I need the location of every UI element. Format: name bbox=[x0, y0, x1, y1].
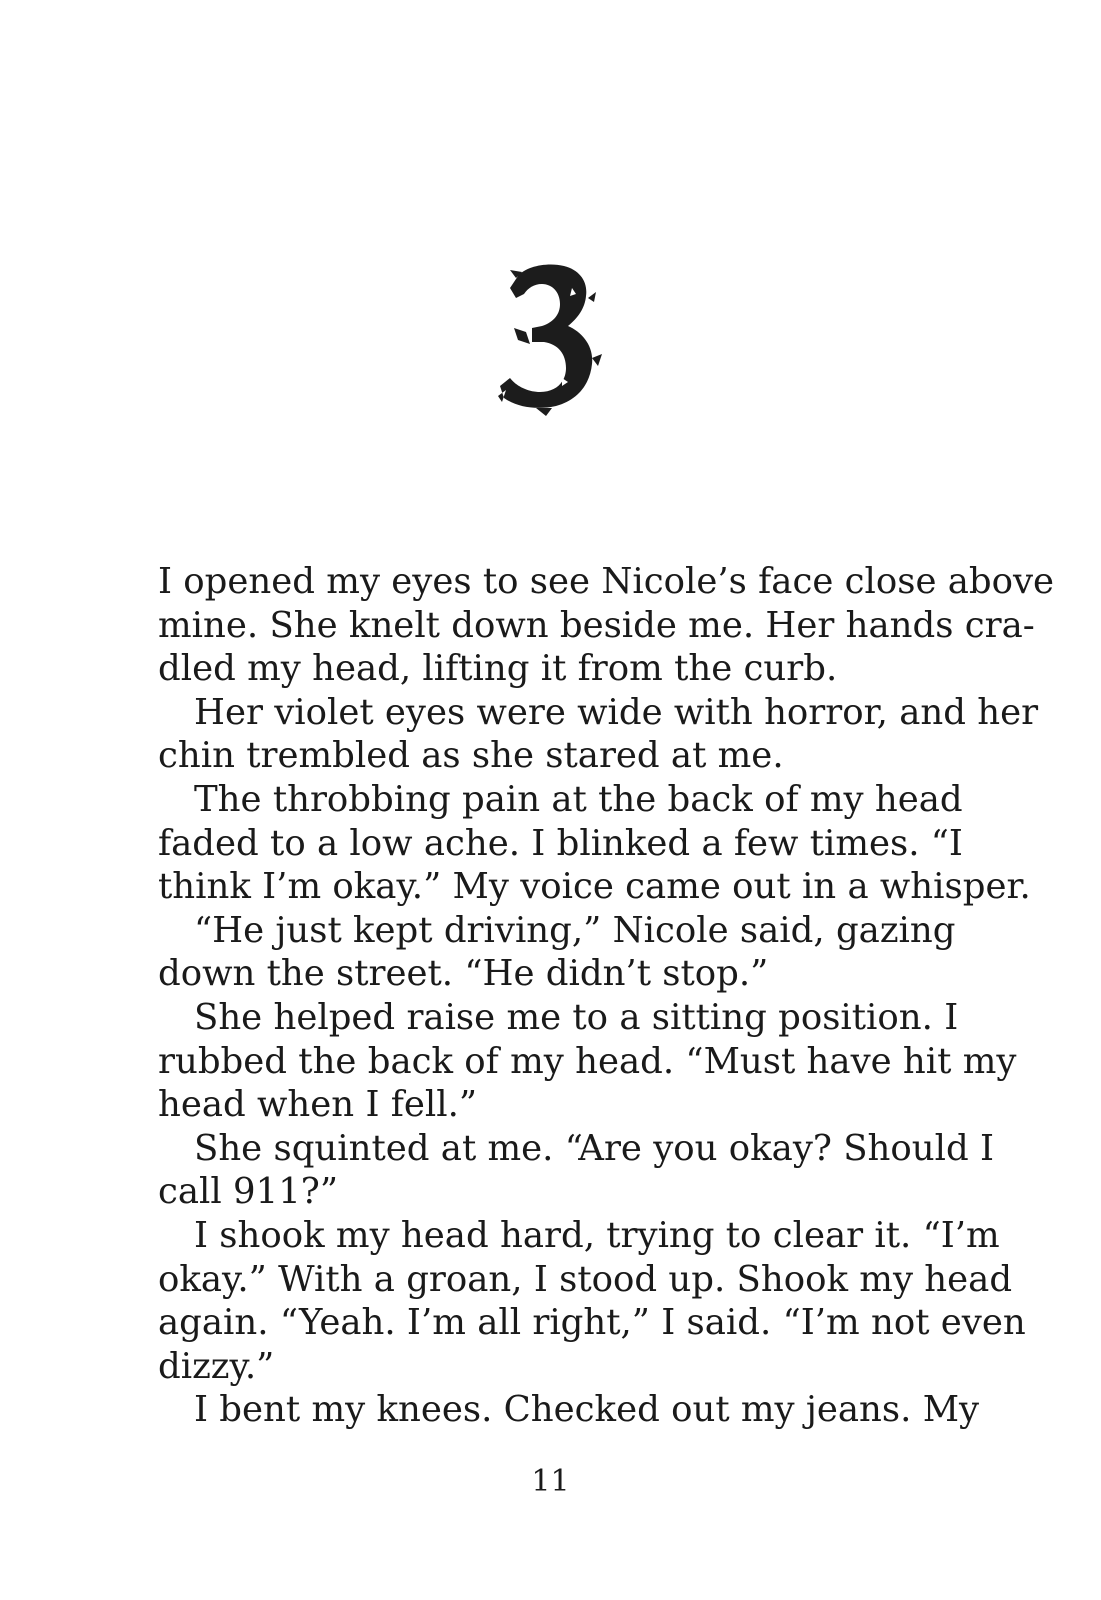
text-line: head when I fell.” bbox=[158, 1084, 478, 1126]
paragraph bbox=[158, 996, 1017, 1127]
paragraph bbox=[158, 1214, 1026, 1388]
text-line: chin trembled as she stared at me. bbox=[158, 735, 784, 777]
chapter-number bbox=[0, 238, 1101, 438]
text-line: faded to a low ache. I blinked a few times. “I bbox=[158, 822, 963, 864]
text-line: She squinted at me. “Are you okay? Should I bbox=[194, 1127, 995, 1169]
paragraph bbox=[158, 1127, 995, 1214]
paragraph bbox=[158, 778, 1031, 909]
text-line: I opened my eyes to see Nicole’s face close above bbox=[158, 561, 1055, 602]
text-line: think I’m okay.” My voice came out in a whisper. bbox=[158, 866, 1031, 908]
text-line: okay.” With a groan, I stood up. Shook my head bbox=[158, 1258, 1013, 1300]
text-line: mine. She knelt down beside me. Her hands cra- bbox=[158, 604, 1035, 646]
text-line: rubbed the back of my head. “Must have hit my bbox=[158, 1040, 1017, 1082]
paragraph bbox=[158, 560, 1055, 691]
text-line: The throbbing pain at the back of my head bbox=[194, 778, 963, 820]
text-line: again. “Yeah. I’m all right,” I said. “I’m not even bbox=[158, 1302, 1026, 1344]
paragraph bbox=[158, 909, 956, 996]
text-line: I shook my head hard, trying to clear it. “I’m bbox=[194, 1214, 1000, 1256]
page-number: 11 bbox=[531, 1464, 570, 1499]
chapter-number-glyph bbox=[496, 258, 606, 418]
text-line: call 911?” bbox=[158, 1171, 338, 1213]
paragraph bbox=[158, 1388, 980, 1432]
paragraph bbox=[158, 691, 1039, 778]
text-line: “He just kept driving,” Nicole said, gazing bbox=[194, 909, 956, 951]
text-line: dizzy.” bbox=[158, 1345, 275, 1387]
text-line: I bent my knees. Checked out my jeans. My bbox=[194, 1389, 980, 1431]
body-text bbox=[158, 560, 1055, 1432]
text-line: down the street. “He didn’t stop.” bbox=[158, 953, 769, 995]
text-line: dled my head, lifting it from the curb. bbox=[158, 648, 838, 690]
text-line: She helped raise me to a sitting position. I bbox=[194, 996, 959, 1038]
text-line: Her violet eyes were wide with horror, and her bbox=[194, 691, 1039, 733]
